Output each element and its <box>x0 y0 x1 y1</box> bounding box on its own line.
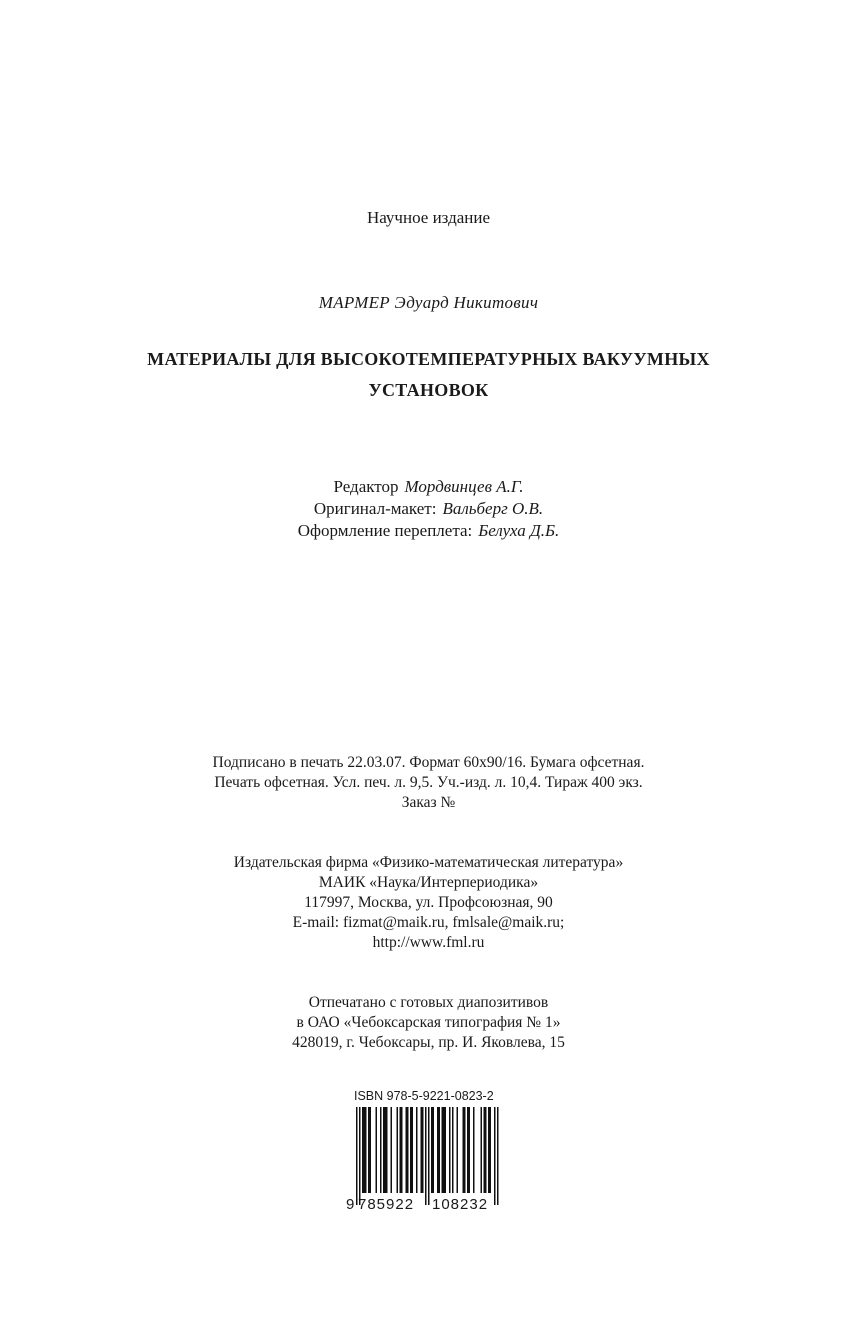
barcode-bar <box>407 1107 409 1193</box>
printer-block <box>0 993 857 1053</box>
barcode-bar <box>463 1107 465 1193</box>
barcode-bar <box>485 1107 487 1193</box>
printer-line: Отпечатано с готовых диапозитивов <box>308 994 549 1011</box>
barcode-bar <box>400 1107 402 1193</box>
barcode-digits-group-2: 108232 <box>432 1196 489 1213</box>
barcode-bar <box>467 1107 469 1193</box>
publisher-line: МАИК «Наука/Интерпериодика» <box>318 874 539 891</box>
author-name: МАРМЕР Эдуард Никитович <box>318 293 539 312</box>
barcode-bar <box>383 1107 385 1193</box>
barcode-bar <box>412 1107 414 1193</box>
credit-cover-design <box>0 520 857 542</box>
barcode-bar <box>449 1107 451 1193</box>
barcode-bar <box>490 1107 492 1193</box>
print-info-line: Печать офсетная. Усл. печ. л. 9,5. Уч.-изд. л. 10,4. Тираж 400 экз. <box>214 774 643 791</box>
barcode-bar <box>385 1107 387 1193</box>
barcode-bar <box>428 1107 430 1205</box>
print-info-line: Подписано в печать 22.03.07. Формат 60x90/16. Бумага офсетная. <box>212 754 645 771</box>
book-title-line-2: УСТАНОВОК <box>368 380 489 400</box>
barcode-bar <box>376 1107 378 1193</box>
barcode-bar <box>391 1107 393 1193</box>
barcode-bar <box>445 1107 447 1193</box>
barcode-bar <box>452 1107 454 1193</box>
barcode-bar <box>386 1107 388 1193</box>
credit-name: Вальберг О.В. <box>442 499 544 518</box>
barcode-bar <box>433 1107 435 1193</box>
barcode-bar <box>425 1107 427 1205</box>
barcode-digit-first: 9 <box>346 1196 355 1213</box>
barcode-bar <box>439 1107 441 1193</box>
credit-role: Оформление переплета: <box>297 521 473 540</box>
printer-line: 428019, г. Чебоксары, пр. И. Яковлева, 15 <box>292 1034 565 1051</box>
isbn-label: ISBN 978-5-9221-0823-2 <box>354 1089 494 1103</box>
credit-role: Редактор <box>333 477 399 496</box>
book-title-line-1: МАТЕРИАЛЫ ДЛЯ ВЫСОКОТЕМПЕРАТУРНЫХ ВАКУУМНЫХ <box>147 349 710 369</box>
barcode-bar <box>365 1107 367 1193</box>
barcode-bar <box>364 1107 366 1193</box>
barcode-bar <box>484 1107 486 1193</box>
credit-name: Мордвинцев А.Г. <box>404 477 524 496</box>
publisher-block <box>0 853 857 953</box>
barcode-bar <box>380 1107 382 1193</box>
barcode-bar <box>416 1107 418 1193</box>
barcode-bar <box>401 1107 403 1193</box>
barcode-bar <box>431 1107 433 1193</box>
barcode-bar <box>497 1107 499 1205</box>
barcode-bar <box>488 1107 490 1193</box>
credit-editor <box>0 476 857 498</box>
credits-block <box>0 476 857 542</box>
barcode-bar <box>421 1107 423 1193</box>
barcode-digits-group-1: 785922 <box>358 1196 415 1213</box>
publication-type: Научное издание <box>366 208 491 227</box>
barcode-bar <box>473 1107 475 1193</box>
barcode-bar <box>359 1107 361 1205</box>
barcode-bar <box>406 1107 408 1193</box>
print-info-line: Заказ № <box>401 794 456 811</box>
barcode-bar <box>469 1107 471 1193</box>
print-info-block <box>0 753 857 813</box>
barcode-bar <box>368 1107 370 1193</box>
barcode-bar <box>494 1107 496 1205</box>
printer-line: в ОАО «Чебоксарская типография № 1» <box>296 1014 561 1031</box>
barcode-bar <box>464 1107 466 1193</box>
barcode-bar <box>457 1107 459 1193</box>
barcode-bar <box>410 1107 412 1193</box>
credit-layout <box>0 498 857 520</box>
barcode-bar <box>437 1107 439 1193</box>
book-title <box>0 344 857 406</box>
barcode-bar <box>443 1107 445 1193</box>
barcode-bar <box>397 1107 399 1193</box>
credit-name: Белуха Д.Б. <box>478 521 560 540</box>
barcode-bar <box>362 1107 364 1193</box>
publisher-line: Издательская фирма «Физико-математическая литература» <box>233 854 624 871</box>
publisher-website: http://www.fml.ru <box>372 934 485 951</box>
barcode-bar <box>370 1107 372 1193</box>
barcode-bar <box>442 1107 444 1193</box>
publisher-email: E-mail: fizmat@maik.ru, fmlsale@maik.ru; <box>292 914 565 931</box>
publisher-line: 117997, Москва, ул. Профсоюзная, 90 <box>304 894 553 911</box>
credit-role: Оригинал-макет: <box>313 499 437 518</box>
barcode-bar <box>422 1107 424 1193</box>
barcode-bar <box>481 1107 483 1193</box>
barcode-bar <box>356 1107 358 1205</box>
